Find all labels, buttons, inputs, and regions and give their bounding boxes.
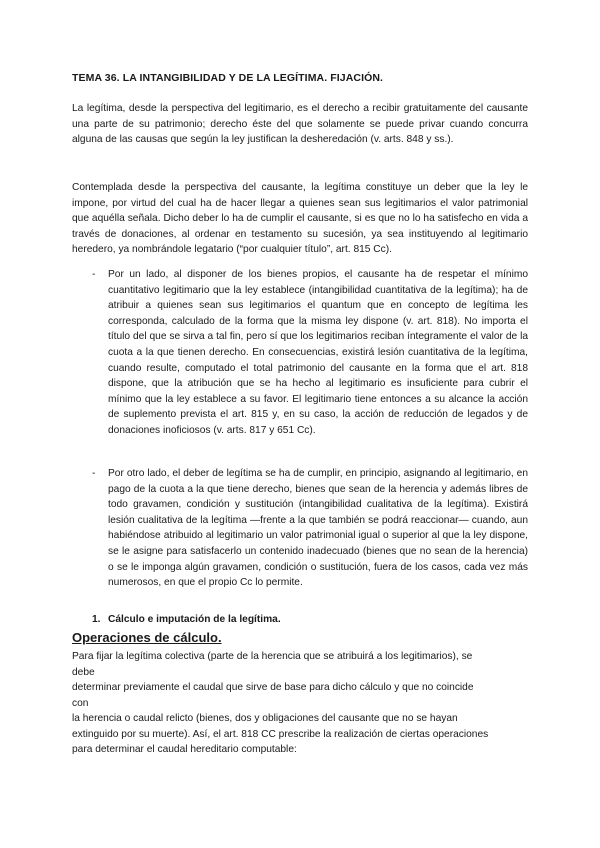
bullet-text: Por un lado, al disponer de los bienes propios, el causante ha de respetar el mínimo cuantitativo legitimario que la ley establece (intangibilidad cuantitativa de la legítima); ha de atribuir a quienes sean sus legitimarios el quantum que en concepto de legítima les corresponda, calculado de la forma que la misma ley dispone (v. art. 818). No importa el título del que se sirva a tal fin, pero sí que los legitimarios reciban íntegramente el valor de la cuota a la que tienen derecho. En consecuencias, existirá lesión cuantitativa de la legítima, cuando resulte, computado el total patrimonio del causante en la forma que el art. 818 dispone, que la atribución que se ha hecho al legitimario es insuficiente para cubrir el mínimo que la ley establece a su favor. El legitimario tiene entonces a su alcance la acción de suplemento prevista el art. 815 y, en su caso, la acción de reducción de legados y de donaciones inoficiosos (v. arts. 817 y 651 Cc). (108, 269, 528, 436)
text-line: la herencia o caudal relicto (bienes, dos y obligaciones del causante que no se hayan (72, 713, 458, 724)
subheading-operaciones: Operaciones de cálculo. (72, 630, 222, 645)
bullet-text: Por otro lado, el deber de legítima se ha de cumplir, en principio, asignando al legitimario, en pago de la cuota a la que tiene derecho, bienes que sean de la herencia y además libres de todo gravamen, condición y sustitución (intangibilidad cualitativa de la legítima). Existirá lesión cualitativa de la legítima —frente a la que también se podrá reaccionar— cuando, aun habiéndose atribuido al legitimario un valor patrimonial igual o superior al que la ley dispone, se le asigne para satisfacerlo un contenido inadecuado (bienes que no sean de la herencia) o se le imponga algún gravamen, condición o sustitución, fuera de los casos, cada vez más numerosos, en que el propio Cc lo permite. (108, 468, 528, 589)
text-line: determinar previamente el caudal que sirve de base para dicho cálculo y que no coincide (72, 682, 474, 693)
bullet-item-cuantitativa (92, 267, 528, 439)
section-title: Cálculo e imputación de la legítima. (108, 614, 281, 625)
section-number: 1. (92, 614, 101, 625)
paragraph-causante: Contemplada desde la perspectiva del causante, la legítima constituye un deber que la ley le impone, por virtud del cual ha de hacer llegar a quienes sean sus legitimarios el valor patrimonial que aquélla señala. Dicho deber lo ha de cumplir el causante, si es que no lo ha satisfecho en vida a través de donaciones, al ordenar en testamento su sucesión, ya sea instituyendo al legitimario heredero, ya nombrándole legatario (“por cualquier título”, art. 815 Cc). (72, 182, 528, 256)
bullet-marker: - (92, 269, 96, 280)
calculation-paragraph (72, 649, 488, 758)
text-line: debe (72, 666, 95, 678)
text-line: Para fijar la legítima colectiva (parte de la herencia que se atribuirá a los legitimarios), se (72, 651, 473, 662)
text-line: con (72, 697, 89, 709)
text-line: extinguido por su muerte). Así, el art. 818 CC prescribe la realización de ciertas operaciones (72, 728, 489, 740)
paragraph-legitimario: La legítima, desde la perspectiva del legitimario, es el derecho a recibir gratuitamente del causante una parte de su patrimonio; derecho éste del que solamente se puede privar cuando concurra alguna de las causas que según la ley justifican la desheredación (v. arts. 848 y ss.). (72, 103, 528, 146)
bullet-marker: - (92, 468, 96, 479)
text-line: para determinar el caudal hereditario computable: (72, 744, 297, 755)
bullet-item-cualitativa (92, 466, 528, 591)
document-title: TEMA 36. LA INTANGIBILIDAD Y DE LA LEGÍTIMA. FIJACIÓN. (72, 72, 384, 84)
section-heading (92, 614, 281, 625)
